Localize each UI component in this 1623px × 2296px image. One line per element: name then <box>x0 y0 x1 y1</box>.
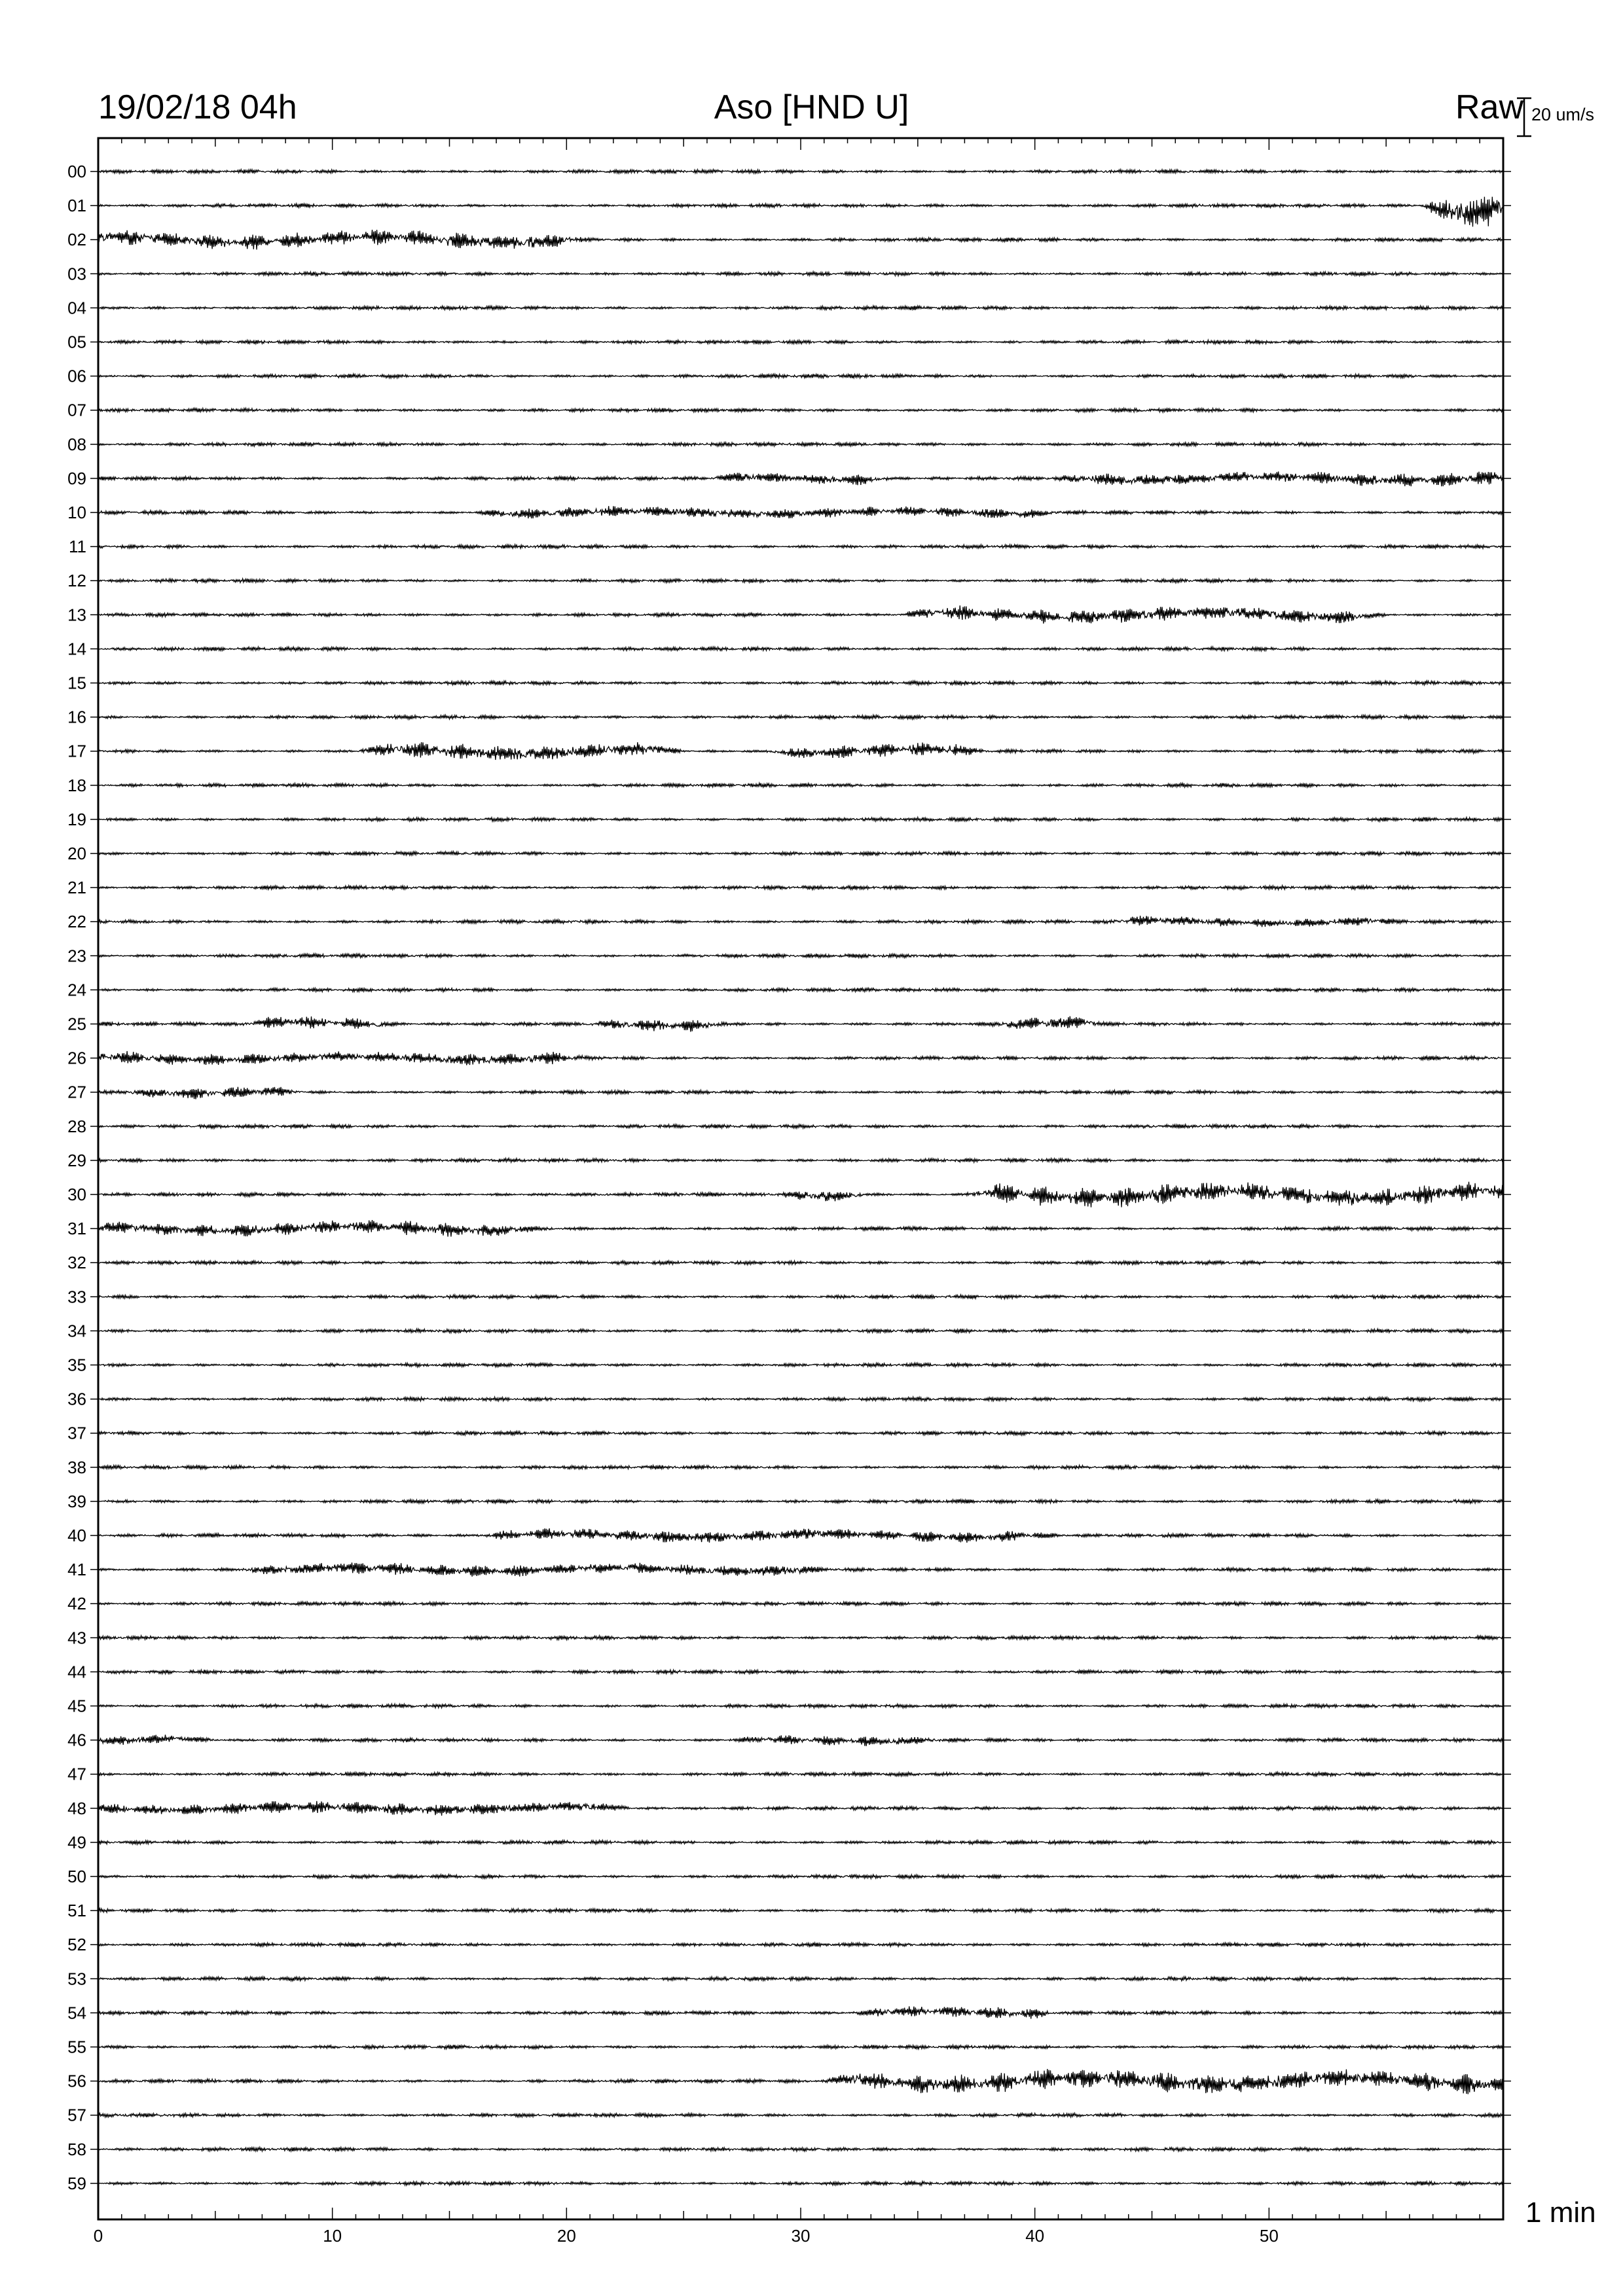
row-label: 26 <box>67 1048 86 1068</box>
row-label: 24 <box>67 980 86 1000</box>
row-label: 18 <box>67 775 86 795</box>
row-label: 10 <box>67 503 86 522</box>
trace-53 <box>98 1977 1503 1981</box>
row-label: 57 <box>67 2105 86 2125</box>
trace-03 <box>98 272 1503 276</box>
row-label: 30 <box>67 1185 86 1204</box>
row-label: 46 <box>67 1730 86 1750</box>
trace-28 <box>98 1124 1503 1128</box>
scale-bar-label: 20 um/s <box>1531 105 1595 124</box>
tick-group <box>90 138 1511 2219</box>
trace-00 <box>98 170 1503 173</box>
trace-30 <box>98 1182 1503 1208</box>
row-label: 54 <box>67 2003 86 2023</box>
trace-19 <box>98 817 1503 822</box>
trace-31 <box>98 1220 1503 1236</box>
x-axis-unit: 1 min <box>1525 2197 1596 2229</box>
trace-06 <box>98 374 1503 378</box>
row-label: 37 <box>67 1423 86 1443</box>
row-label: 59 <box>67 2173 86 2193</box>
trace-24 <box>98 988 1503 992</box>
trace-21 <box>98 886 1503 890</box>
trace-09 <box>98 471 1503 486</box>
trace-49 <box>98 1840 1503 1845</box>
row-label: 12 <box>67 571 86 591</box>
row-label: 42 <box>67 1594 86 1614</box>
trace-23 <box>98 954 1503 958</box>
row-label: 38 <box>67 1457 86 1477</box>
row-label: 31 <box>67 1219 86 1239</box>
trace-14 <box>98 647 1503 651</box>
plot-frame <box>98 138 1503 2219</box>
x-tick-label: 40 <box>1025 2226 1045 2246</box>
row-label: 27 <box>67 1082 86 1102</box>
x-tick-label: 30 <box>791 2226 811 2246</box>
trace-41 <box>98 1562 1503 1576</box>
row-label: 03 <box>67 264 86 284</box>
trace-22 <box>98 916 1503 927</box>
row-label: 21 <box>67 878 86 898</box>
row-label: 00 <box>67 162 86 181</box>
trace-17 <box>98 742 1503 760</box>
row-label: 51 <box>67 1901 86 1921</box>
trace-50 <box>98 1874 1503 1879</box>
trace-29 <box>98 1158 1503 1162</box>
trace-39 <box>98 1499 1503 1503</box>
trace-42 <box>98 1602 1503 1605</box>
row-label: 43 <box>67 1628 86 1648</box>
row-label: 29 <box>67 1150 86 1170</box>
row-label: 50 <box>67 1867 86 1886</box>
row-label: 47 <box>67 1764 86 1784</box>
row-label: 11 <box>69 537 86 557</box>
row-label: 15 <box>67 673 86 693</box>
trace-08 <box>98 442 1503 446</box>
row-label: 14 <box>67 639 86 659</box>
row-label: 33 <box>67 1287 86 1307</box>
trace-55 <box>98 2045 1503 2049</box>
row-label: 05 <box>67 332 86 352</box>
row-label: 09 <box>67 468 86 488</box>
trace-32 <box>98 1261 1503 1265</box>
row-label: 07 <box>67 400 86 420</box>
trace-58 <box>98 2147 1503 2151</box>
row-label: 34 <box>67 1321 86 1341</box>
trace-46 <box>98 1735 1503 1746</box>
trace-02 <box>98 230 1503 249</box>
row-label: 13 <box>67 605 86 625</box>
trace-56 <box>98 2069 1503 2094</box>
trace-45 <box>98 1704 1503 1708</box>
trace-40 <box>98 1528 1503 1543</box>
chart-title: Aso [HND U] <box>714 88 909 126</box>
row-label-group <box>67 162 86 2193</box>
row-label: 17 <box>67 741 86 761</box>
row-label: 44 <box>67 1662 86 1682</box>
row-label: 35 <box>67 1355 86 1375</box>
x-tick-label: 10 <box>323 2226 342 2246</box>
trace-07 <box>98 408 1503 412</box>
row-label: 08 <box>67 434 86 454</box>
trace-18 <box>98 783 1503 788</box>
row-label: 58 <box>67 2139 86 2159</box>
trace-48 <box>98 1801 1503 1816</box>
trace-27 <box>98 1087 1503 1100</box>
trace-12 <box>98 579 1503 583</box>
trace-36 <box>98 1397 1503 1401</box>
row-label: 23 <box>67 946 86 966</box>
row-label: 25 <box>67 1014 86 1034</box>
row-label: 48 <box>67 1798 86 1818</box>
x-tick-label: 0 <box>93 2226 103 2246</box>
row-label: 19 <box>67 809 86 829</box>
trace-34 <box>98 1329 1503 1333</box>
trace-59 <box>98 2181 1503 2185</box>
row-label: 53 <box>67 1969 86 1989</box>
row-label: 36 <box>67 1389 86 1409</box>
display-mode: Raw <box>1455 88 1523 126</box>
trace-51 <box>98 1909 1503 1912</box>
trace-05 <box>98 340 1503 344</box>
row-label: 52 <box>67 1935 86 1955</box>
trace-54 <box>98 2006 1503 2018</box>
row-label: 20 <box>67 844 86 863</box>
trace-43 <box>98 1636 1503 1640</box>
trace-33 <box>98 1295 1503 1299</box>
row-label: 55 <box>67 2037 86 2057</box>
trace-25 <box>98 1016 1503 1032</box>
trace-15 <box>98 681 1503 685</box>
row-label: 40 <box>67 1526 86 1545</box>
row-label: 16 <box>67 707 86 727</box>
x-tick-label: 20 <box>556 2226 576 2246</box>
row-label: 06 <box>67 366 86 386</box>
row-label: 56 <box>67 2071 86 2091</box>
row-label: 49 <box>67 1832 86 1852</box>
trace-16 <box>98 715 1503 719</box>
trace-47 <box>98 1772 1503 1776</box>
trace-57 <box>98 2113 1503 2117</box>
row-label: 02 <box>67 230 86 250</box>
row-label: 39 <box>67 1491 86 1511</box>
row-label: 01 <box>67 196 86 216</box>
row-label: 22 <box>67 912 86 932</box>
trace-44 <box>98 1670 1503 1674</box>
trace-35 <box>98 1363 1503 1367</box>
trace-38 <box>98 1465 1503 1470</box>
x-tick-label-group <box>94 2226 1279 2246</box>
row-label: 28 <box>67 1116 86 1136</box>
row-label: 41 <box>67 1560 86 1580</box>
record-date: 19/02/18 04h <box>98 88 297 126</box>
trace-13 <box>98 605 1503 624</box>
trace-11 <box>98 545 1503 549</box>
trace-group <box>98 170 1503 2185</box>
trace-26 <box>98 1051 1503 1066</box>
x-tick-label: 50 <box>1259 2226 1279 2246</box>
row-label: 45 <box>67 1696 86 1716</box>
trace-10 <box>98 506 1503 518</box>
row-label: 04 <box>67 298 86 318</box>
row-label: 32 <box>67 1253 86 1273</box>
trace-04 <box>98 306 1503 310</box>
trace-37 <box>98 1431 1503 1436</box>
trace-52 <box>98 1943 1503 1946</box>
trace-20 <box>98 852 1503 855</box>
trace-01 <box>98 197 1503 227</box>
